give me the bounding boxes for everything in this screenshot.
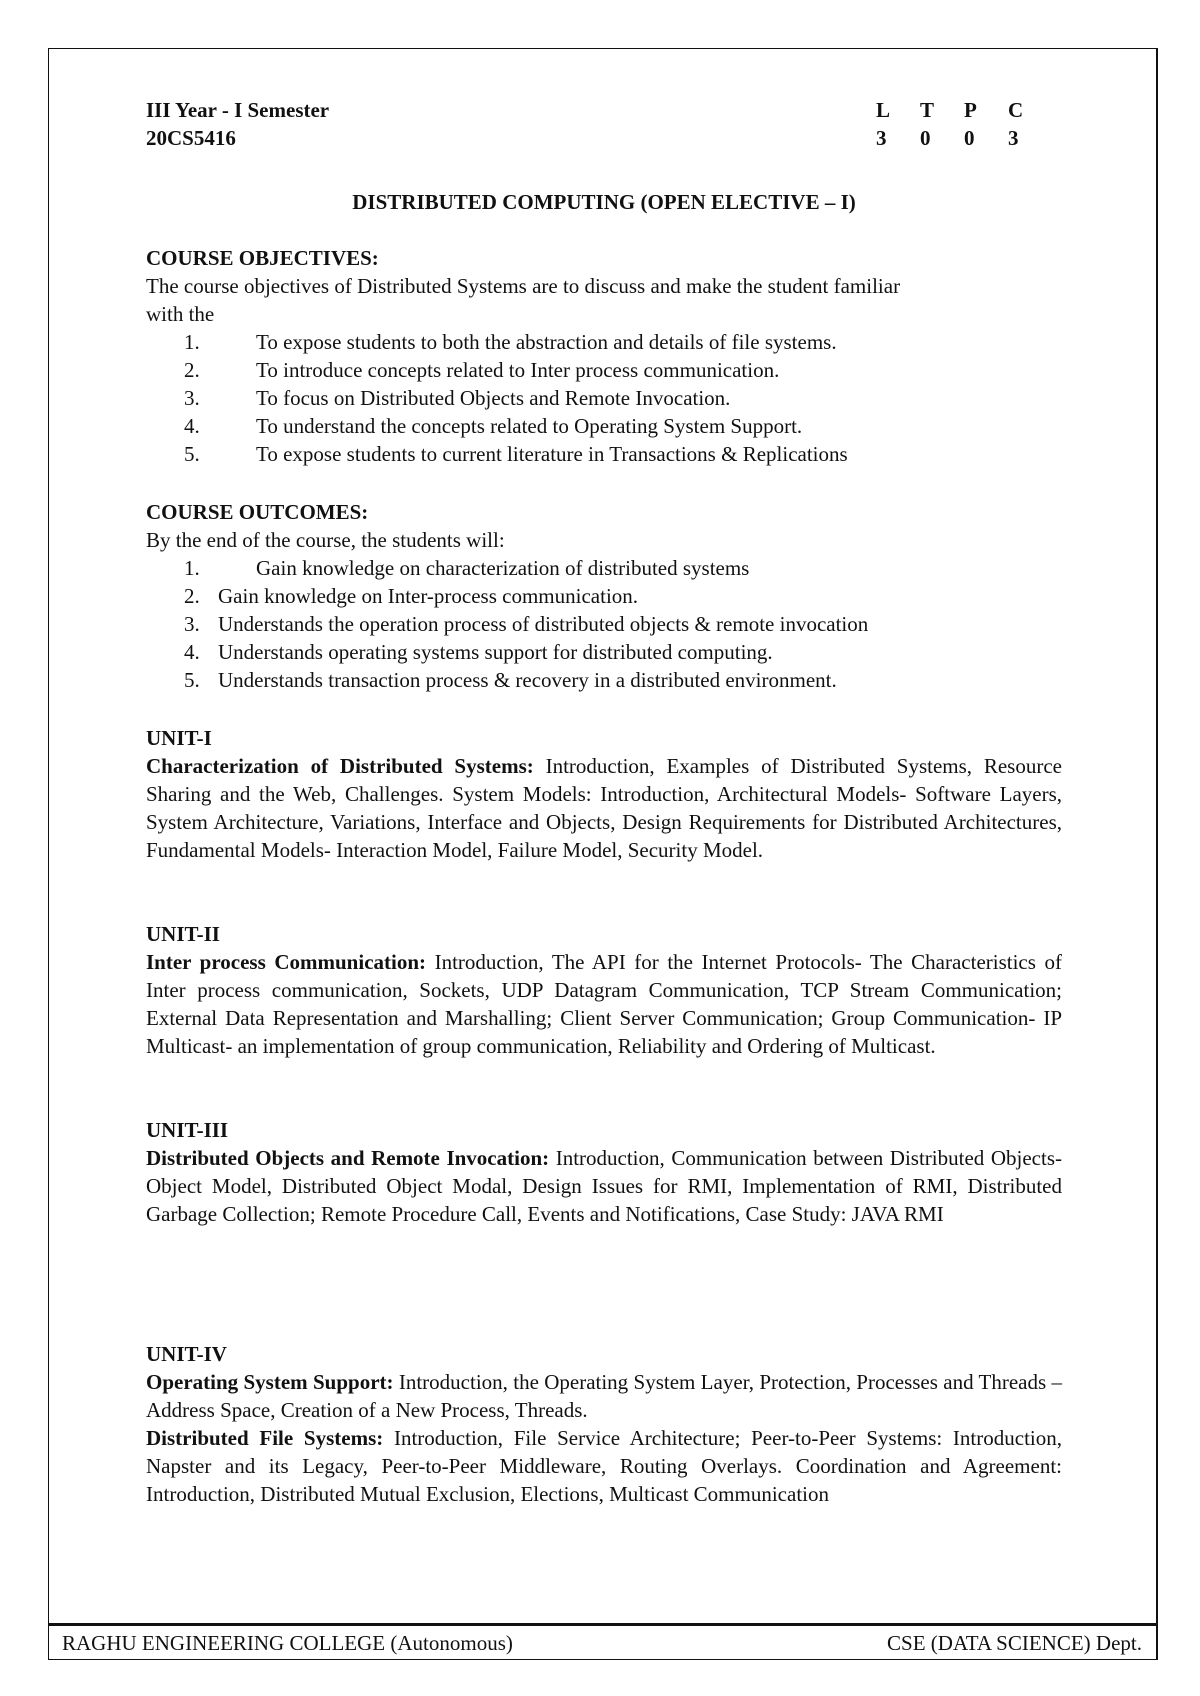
topic-title: Inter process Communication: — [146, 950, 427, 974]
ltpc-labels-row — [876, 96, 1052, 124]
college-name: RAGHU ENGINEERING COLLEGE (Autonomous) — [62, 1631, 513, 1655]
list-item: 1. Gain knowledge on characterization of distributed systems — [184, 556, 750, 580]
unit-description — [146, 1144, 1062, 1228]
unit-3-section — [146, 1116, 1062, 1228]
unit-heading: UNIT-IV — [146, 1342, 227, 1366]
outcomes-intro: By the end of the course, the students will: — [146, 528, 505, 552]
list-item: 3. To focus on Distributed Objects and Remote Invocation. — [184, 386, 731, 410]
list-item: 5. To expose students to current literature in Transactions & Replications — [184, 442, 848, 466]
unit-description — [146, 948, 1062, 1060]
ltpc-label: C — [1008, 98, 1024, 122]
topic-title: Characterization of Distributed Systems: — [146, 754, 534, 778]
topic-text: Introduction, The API for the Internet Protocols- The Characteristics of Inter process communication, Sockets, UDP Datagram Communication, TCP Stream Communication; External Data Representation and Marshalling; Client Server Communication; Group Communication- IP Multicast- an implementation of group communication, Reliability and Ordering of Multicast. — [146, 950, 1062, 1058]
objectives-list — [146, 328, 1062, 468]
ltpc-label: P — [964, 98, 977, 122]
list-item: 5. Understands transaction process & recovery in a distributed environment. — [184, 668, 837, 692]
unit-2-section — [146, 920, 1062, 1060]
ltpc-values-row — [876, 124, 1052, 152]
ltpc-value: 0 — [964, 126, 975, 150]
topic-text: Introduction, Examples of Distributed Systems, Resource Sharing and the Web, Challenges. System Models: Introduction, Architectural Models- Software Layers, System Architecture, Variations, Interface and Objects, Design Requirements for Distributed Architectures, Fundamental Models- Interaction Model, Failure Model, Security Model. — [146, 754, 1062, 862]
course-code: 20CS5416 — [146, 126, 236, 150]
unit-description — [146, 1424, 1062, 1508]
course-title: DISTRIBUTED COMPUTING (OPEN ELECTIVE – I) — [352, 190, 856, 214]
ltpc-label: T — [920, 98, 935, 122]
topic-text: Introduction, the Operating System Layer, Protection, Processes and Threads –Address Space, Creation of a New Process, Threads. — [146, 1370, 1062, 1422]
list-item: 4. To understand the concepts related to Operating System Support. — [184, 414, 803, 438]
page-footer — [62, 1627, 1142, 1659]
unit-4-section — [146, 1340, 1062, 1508]
objectives-heading: COURSE OBJECTIVES: — [146, 246, 379, 270]
list-item: 3. Understands the operation process of distributed objects & remote invocation — [184, 612, 869, 636]
list-item: 4. Understands operating systems support for distributed computing. — [184, 640, 773, 664]
course-objectives-section — [146, 244, 1062, 468]
ltpc-table — [876, 96, 1052, 152]
topic-text: Introduction, Communication between Distributed Objects- Object Model, Distributed Object Modal, Design Issues for RMI, Implementation of RMI, Distributed Garbage Collection; Remote Procedure Call, Events and Notifications, Case Study: JAVA RMI — [146, 1146, 1062, 1226]
topic-title: Operating System Support: — [146, 1370, 394, 1394]
list-item: 2. Gain knowledge on Inter-process communication. — [184, 584, 639, 608]
unit-heading: UNIT-III — [146, 1118, 229, 1142]
objectives-intro-line: with the — [146, 302, 215, 326]
ltpc-value: 0 — [920, 126, 931, 150]
topic-text: Introduction, File Service Architecture; Peer-to-Peer Systems: Introduction, Napster and its Legacy, Peer-to-Peer Middleware, Routing Overlays. Coordination and Agreement: Introduction, Distributed Mutual Exclusion, Elections, Multicast Communication — [146, 1426, 1062, 1506]
semester-label: III Year - I Semester — [146, 98, 330, 122]
list-item: 2. To introduce concepts related to Inter process communication. — [184, 358, 780, 382]
outcomes-list — [146, 554, 1062, 694]
footer-divider — [48, 1623, 1158, 1626]
unit-heading: UNIT-I — [146, 726, 212, 750]
ltpc-value: 3 — [1008, 126, 1019, 150]
unit-description — [146, 1368, 1062, 1424]
objectives-intro-line: The course objectives of Distributed Systems are to discuss and make the student familiar — [146, 274, 901, 298]
ltpc-value: 3 — [876, 126, 887, 150]
unit-description — [146, 752, 1062, 864]
topic-title: Distributed File Systems: — [146, 1426, 384, 1450]
outcomes-heading: COURSE OUTCOMES: — [146, 500, 369, 524]
department-name: CSE (DATA SCIENCE) Dept. — [887, 1631, 1142, 1655]
unit-heading: UNIT-II — [146, 922, 220, 946]
topic-title: Distributed Objects and Remote Invocation: — [146, 1146, 550, 1170]
course-header — [146, 96, 329, 152]
ltpc-label: L — [876, 98, 891, 122]
unit-1-section — [146, 724, 1062, 864]
course-outcomes-section — [146, 498, 1062, 694]
list-item: 1. To expose students to both the abstraction and details of file systems. — [184, 330, 837, 354]
